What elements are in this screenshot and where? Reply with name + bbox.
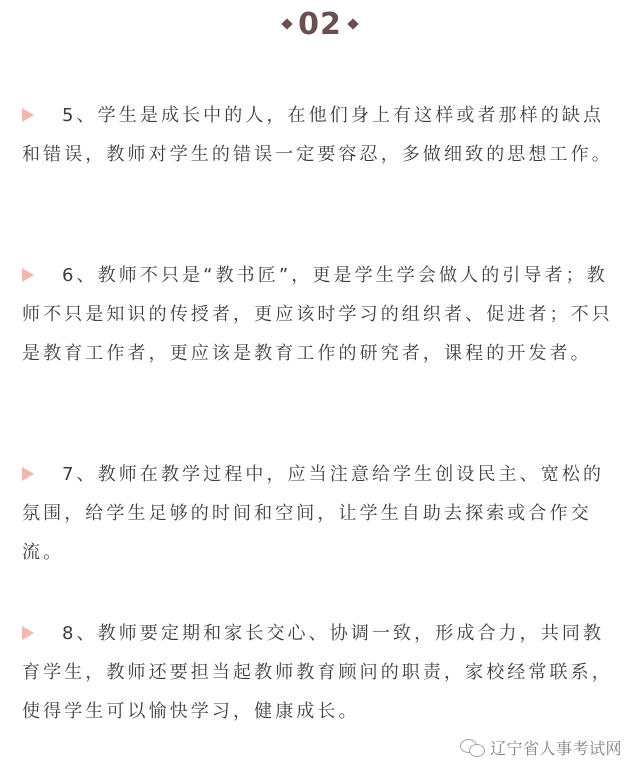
paragraph-text: 5、学生是成长中的人，在他们身上有这样或者那样的缺点和错误，教师对学生的错误一定要容忍，多做细致的思想工作。 — [22, 105, 613, 165]
paragraph-item — [22, 96, 622, 174]
diamond-left-icon — [281, 18, 292, 29]
watermark-text: 辽宁省人事考试网 — [489, 739, 622, 758]
paragraph-item — [22, 455, 622, 572]
paragraph-item — [22, 614, 622, 731]
diamond-right-icon — [347, 18, 358, 29]
triangle-bullet-icon — [22, 467, 34, 481]
triangle-bullet-icon — [22, 268, 34, 282]
section-number: 02 — [298, 6, 342, 42]
paragraph-text: 7、教师在教学过程中，应当注意给学生创设民主、宽松的氛围，给学生足够的时间和空间，让学生自助去探索或合作交流。 — [22, 464, 605, 563]
section-header — [0, 4, 640, 44]
watermark — [460, 736, 622, 759]
paragraph-text: 8、教师要定期和家长交心、协调一致，形成合力，共同教育学生，教师还要担当起教师教育顾问的职责，家校经常联系，使得学生可以愉快学习，健康成长。 — [22, 623, 613, 722]
triangle-bullet-icon — [22, 108, 34, 122]
wechat-icon — [460, 738, 486, 758]
paragraph-item — [22, 256, 622, 373]
paragraph-text: 6、教师不只是“教书匠”，更是学生学会做人的引导者；教师不只是知识的传授者，更应该时学习的组织者、促进者；不只是教育工作者，更应该是教育工作的研究者，课程的开发者。 — [22, 265, 613, 364]
triangle-bullet-icon — [22, 626, 34, 640]
